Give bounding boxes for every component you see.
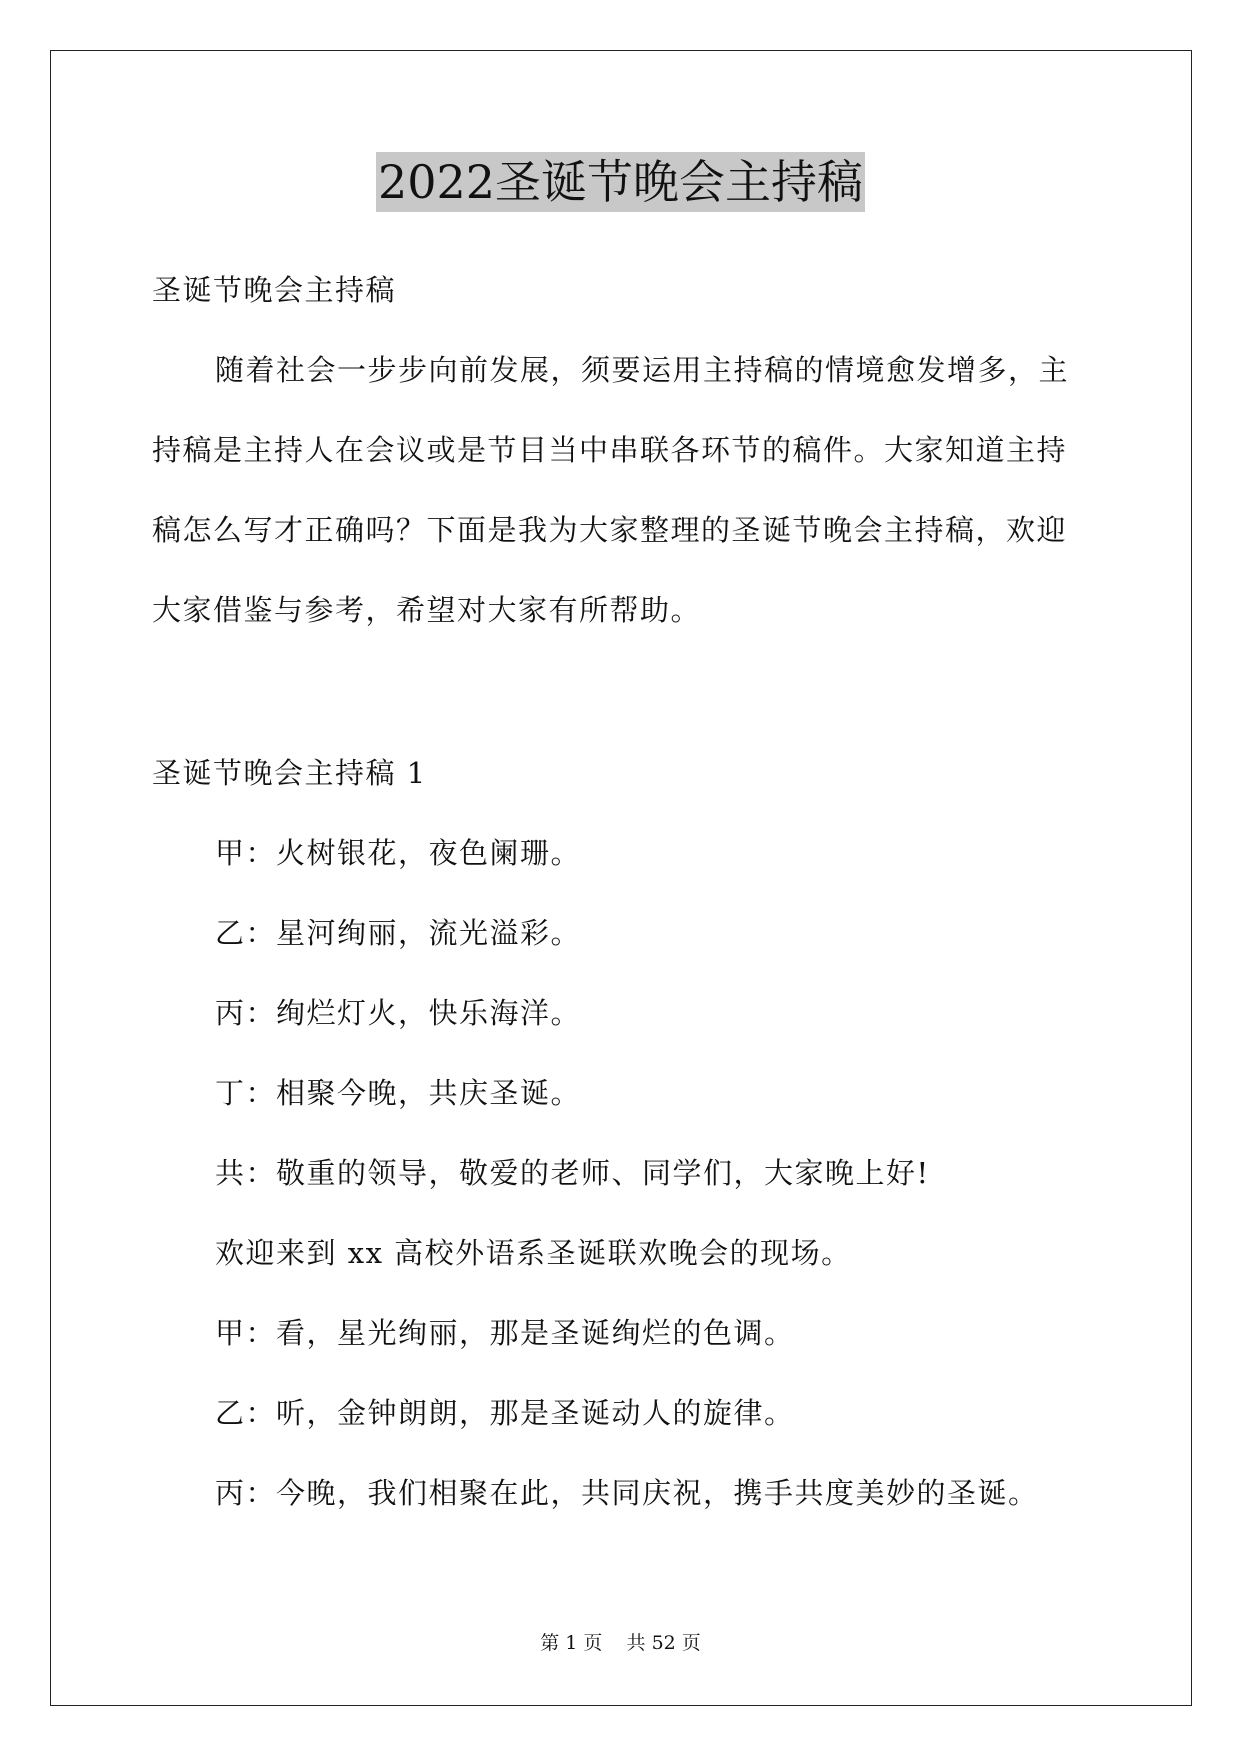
dialogue-line: 丙：绚烂灯火，快乐海洋。: [215, 996, 582, 1030]
document-title: 2022圣诞节晚会主持稿: [376, 152, 865, 212]
dialogue-line: 丁：相聚今晚，共庆圣诞。: [215, 1076, 582, 1110]
paragraph-line: 随着社会一步步向前发展，须要运用主持稿的情境愈发增多，主: [215, 353, 1070, 387]
dialogue-line: 乙：星河绚丽，流光溢彩。: [215, 916, 582, 950]
subtitle-line: 圣诞节晚会主持稿: [152, 273, 397, 307]
dialogue-line: 共：敬重的领导，敬爱的老师、同学们，大家晚上好!: [215, 1156, 930, 1190]
dialogue-line: 丙：今晚，我们相聚在此，共同庆祝，携手共度美妙的圣诞。: [215, 1476, 1039, 1510]
dialogue-line: 甲：看，星光绚丽，那是圣诞绚烂的色调。: [215, 1316, 795, 1350]
page-number: 第 1 页: [540, 1632, 603, 1654]
paragraph-line: 大家借鉴与参考，希望对大家有所帮助。: [152, 593, 702, 627]
paragraph-line: 稿怎么写才正确吗？下面是我为大家整理的圣诞节晚会主持稿，欢迎: [152, 513, 1068, 547]
page-footer: [0, 1630, 1241, 1656]
dialogue-line: 乙：听，金钟朗朗，那是圣诞动人的旋律。: [215, 1396, 795, 1430]
page-total: 共 52 页: [626, 1632, 701, 1654]
dialogue-line: 甲：火树银花，夜色阑珊。: [215, 836, 582, 870]
section-heading: 圣诞节晚会主持稿 1: [152, 756, 427, 790]
title-container: [0, 152, 1241, 212]
dialogue-line: 欢迎来到 xx 高校外语系圣诞联欢晚会的现场。: [215, 1236, 852, 1270]
paragraph-line: 持稿是主持人在会议或是节目当中串联各环节的稿件。大家知道主持: [152, 433, 1068, 467]
